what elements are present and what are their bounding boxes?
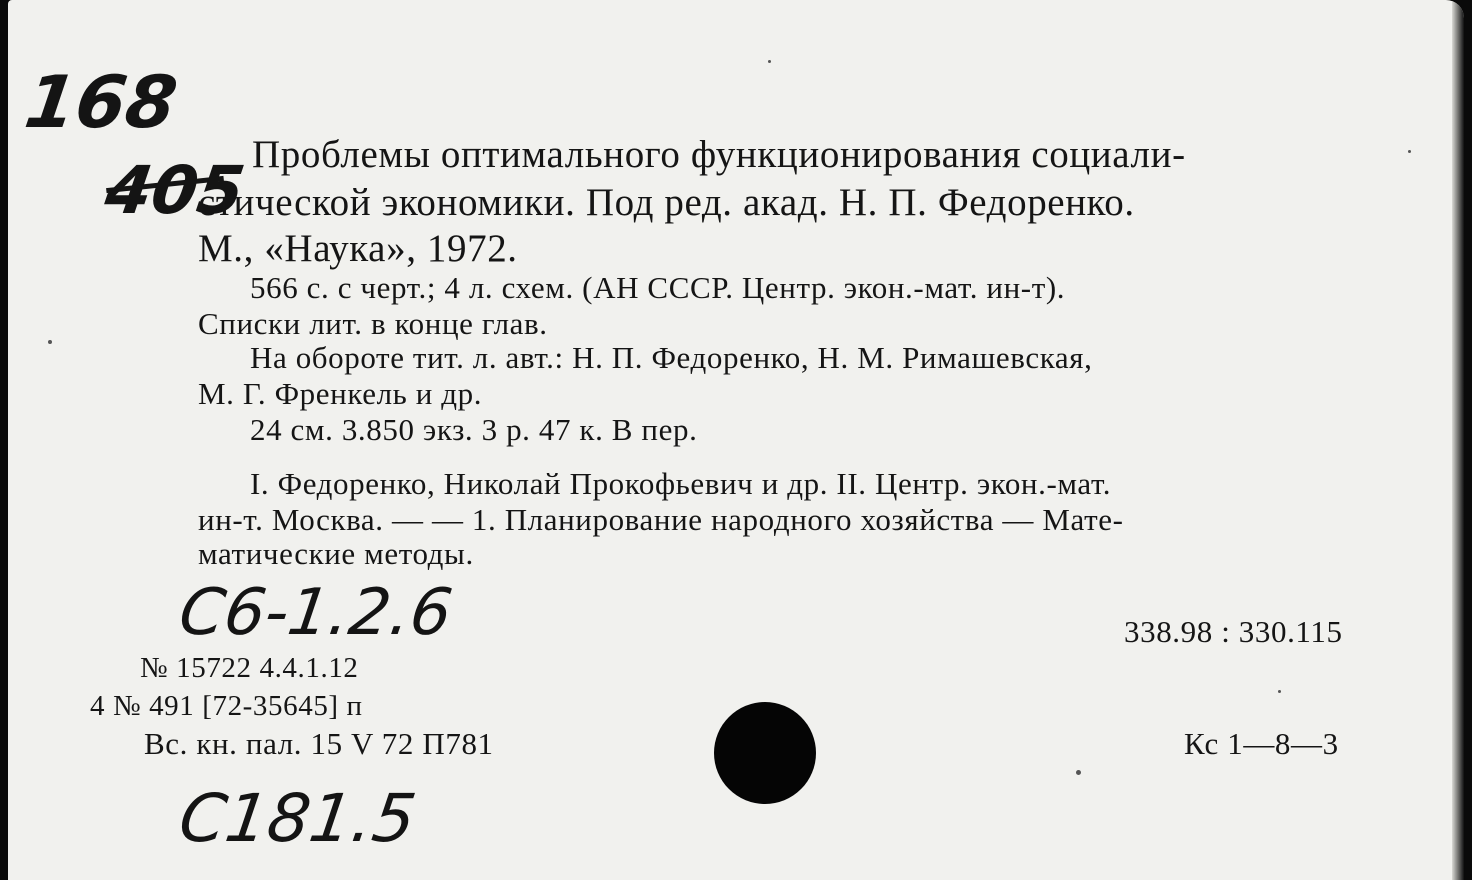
description-line-4: М. Г. Френкель и др. <box>198 376 483 411</box>
chamber-reference: Вс. кн. пал. 15 V 72 П781 <box>144 726 494 761</box>
order-number: 4 № 491 [72-35645] п <box>90 690 363 722</box>
card-code: Кс 1—8—3 <box>1184 726 1339 761</box>
record-number: № 15722 4.4.1.12 <box>140 652 359 684</box>
shelfmark-top: 168 <box>20 60 183 144</box>
tracing-line-2: ин-т. Москва. — — 1. Планирование народного хозяйства — Мате- <box>198 502 1124 537</box>
description-line-3: На обороте тит. л. авт.: Н. П. Федоренко, Н. М. Римашевская, <box>250 340 1093 375</box>
handwritten-code-1: C6-1.2.6 <box>174 576 457 650</box>
shelfmark-bottom: 405 <box>100 152 250 229</box>
dust-speck <box>48 340 52 344</box>
tracing-line-1: I. Федоренко, Николай Прокофьевич и др. II. Центр. экон.-мат. <box>250 466 1112 501</box>
dust-speck <box>1408 150 1411 153</box>
dust-speck <box>1076 770 1081 775</box>
shelfmark <box>20 60 250 229</box>
card-edge-shadow <box>1452 0 1464 880</box>
classification-index: 338.98 : 330.115 <box>1124 614 1343 649</box>
dust-speck <box>1278 690 1281 693</box>
description-line-2: Списки лит. в конце глав. <box>198 306 548 341</box>
handwritten-code-2: C181.5 <box>174 780 421 857</box>
dust-speck <box>768 60 771 63</box>
title-line-2: стической экономики. Под ред. акад. Н. П. Федоренко. <box>198 181 1135 224</box>
punch-hole <box>714 702 816 804</box>
title-line-1: Проблемы оптимального функционирования социали- <box>252 133 1186 176</box>
description-line-5: 24 см. 3.850 экз. 3 р. 47 к. В пер. <box>250 412 698 447</box>
catalog-card <box>8 0 1464 880</box>
title-line-3: М., «Наука», 1972. <box>198 227 518 270</box>
description-line-1: 566 с. с черт.; 4 л. схем. (АН СССР. Центр. экон.-мат. ин-т). <box>250 270 1066 305</box>
tracing-line-3: матические методы. <box>198 536 474 571</box>
